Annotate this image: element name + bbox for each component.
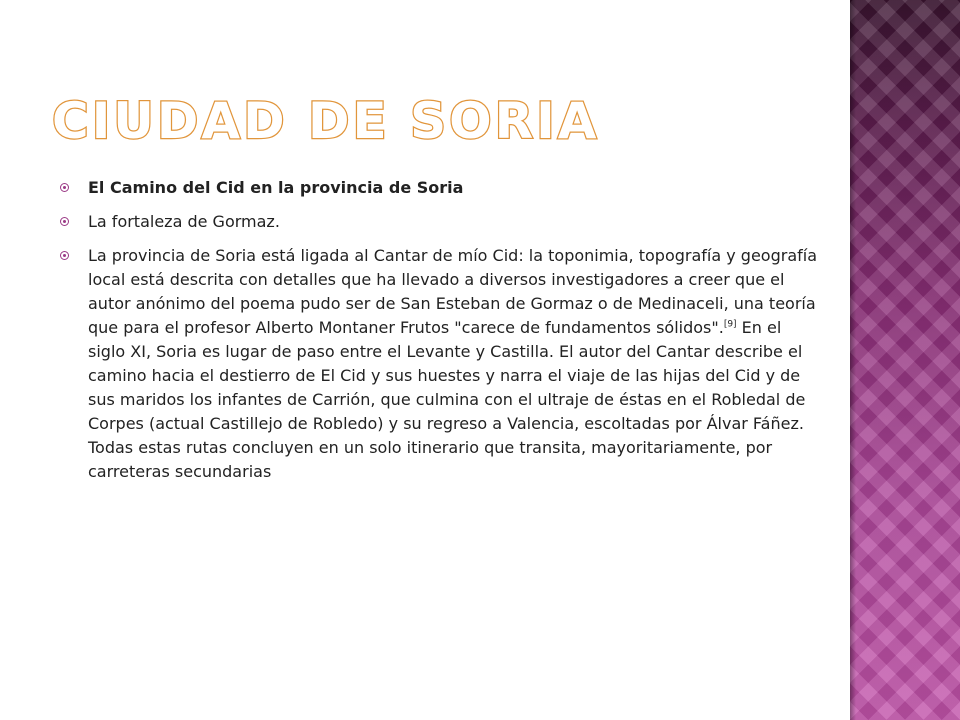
- circle-bullet-icon: [60, 251, 69, 260]
- bullet-list: [60, 176, 820, 494]
- bullet-text-part1: La provincia de Soria está ligada al Cantar de mío Cid: la toponimia, topografía y geografía local está descrita con detalles que ha llevado a diversos investigadores a creer que el autor anónimo del poema pudo ser de San Esteban de Gormaz o de Medinaceli, una teoría que para el profesor Alberto Montaner Frutos "carece de fundamentos sólidos".: [88, 246, 818, 337]
- bullet-item-fortress: [60, 210, 820, 234]
- bullet-item-description: [60, 244, 820, 484]
- circle-bullet-icon: [60, 217, 69, 226]
- citation-reference[interactable]: [9]: [723, 319, 737, 330]
- circle-bullet-icon: [60, 183, 69, 192]
- bullet-text-part2: En el siglo XI, Soria es lugar de paso entre el Levante y Castilla. El autor del Cantar describe el camino hacia el destierro de El Cid y sus huestes y narra el viaje de las hijas del Cid y de sus maridos los infantes de Carrión, que culmina con el ultraje de éstas en el Robledal de Corpes (actual Castillejo de Robledo) y su regreso a Valencia, escoltadas por Álvar Fáñez. Todas estas rutas concluyen en un solo itinerario que transita, mayoritariamente, por carreteras secundarias: [88, 318, 806, 481]
- bullet-text: El Camino del Cid en la provincia de Soria: [88, 178, 464, 197]
- bullet-text: La fortaleza de Gormaz.: [88, 212, 280, 231]
- slide-title: CIUDAD DE SORIA: [52, 92, 600, 150]
- bullet-item-route-title: [60, 176, 820, 200]
- decorative-side-panel: [850, 0, 960, 720]
